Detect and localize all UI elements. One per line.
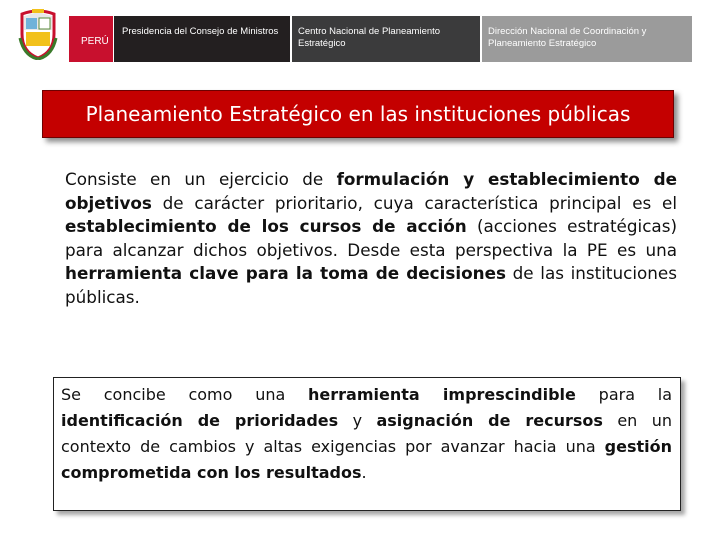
dncp-label: Dirección Nacional de Coordinación y Planeamiento Estratégico <box>482 16 692 62</box>
coat-of-arms-icon <box>18 8 58 60</box>
emphasis-segment: gestión comprometida con los resultados <box>61 437 672 482</box>
highlight-box <box>53 377 681 511</box>
emphasis-segment: herramienta imprescindible <box>308 385 576 404</box>
emphasis-segment: formulación y establecimiento de objetivos <box>65 169 677 213</box>
ceplan-label: Centro Nacional de Planeamiento Estratégico <box>292 16 480 62</box>
country-label: PERÚ <box>69 16 113 62</box>
text-segment: y <box>338 411 377 430</box>
emphasis-segment: herramienta clave para la toma de decisiones <box>65 263 506 283</box>
text-segment: (acciones estratégicas) para alcanzar dichos objetivos. Desde esta perspectiva la PE es una <box>65 216 677 260</box>
emphasis-segment: asignación de recursos <box>376 411 603 430</box>
emphasis-segment: identificación de prioridades <box>61 411 339 430</box>
highlight-paragraph <box>61 382 672 486</box>
text-segment: de las instituciones públicas. <box>65 263 677 307</box>
text-segment: . <box>361 463 367 482</box>
text-segment: de carácter prioritario, cuya característica principal es el <box>151 192 677 213</box>
text-segment: Se concibe como una <box>61 385 309 404</box>
slide-title: Planeamiento Estratégico en las instituciones públicas <box>42 90 674 138</box>
emphasis-segment: establecimiento de los cursos de acción <box>65 216 467 236</box>
text-segment: Consiste en un ejercicio de <box>65 169 337 189</box>
text-segment: para la <box>575 385 673 404</box>
definition-paragraph <box>65 168 677 309</box>
text-segment: en un contexto de cambios y altas exigencias por avanzar hacia una <box>61 411 672 456</box>
pcm-label: Presidencia del Consejo de Ministros <box>114 16 290 62</box>
header-bar <box>0 0 720 70</box>
